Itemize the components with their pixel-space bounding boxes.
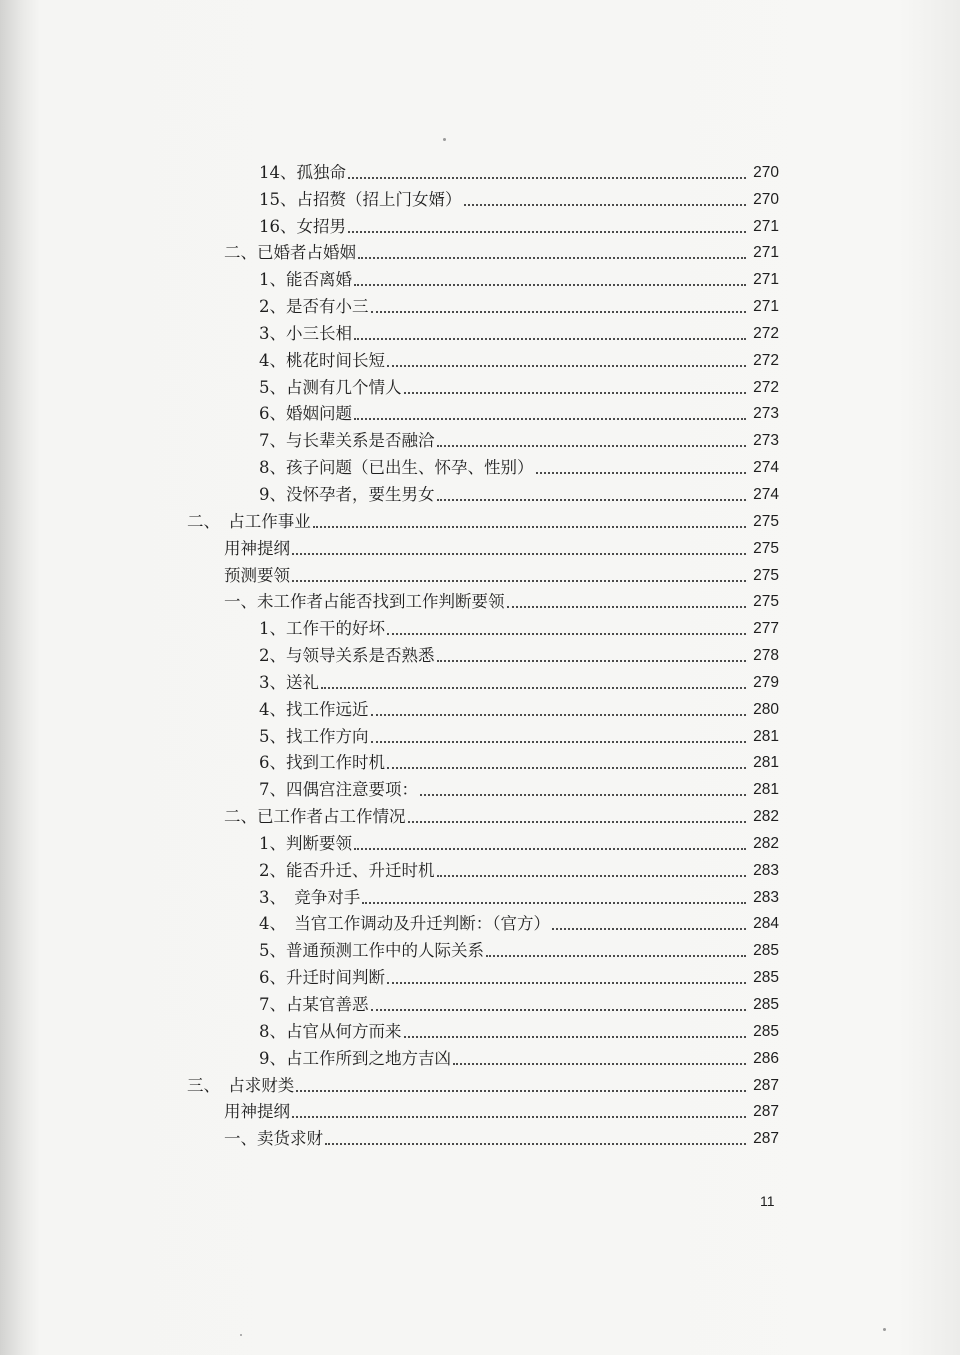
toc-entry-page: 281 (753, 754, 779, 772)
toc-entry-label: 二、已工作者占工作情况 (224, 807, 406, 827)
dot-leader (354, 337, 746, 340)
toc-entry (0, 372, 960, 399)
dot-leader (313, 525, 746, 528)
scan-speck (240, 1334, 242, 1336)
dot-leader (453, 1062, 746, 1065)
toc-entry (0, 1097, 960, 1124)
toc-entry-label: 3、送礼 (259, 672, 319, 692)
toc-entry-page: 275 (753, 512, 779, 530)
toc-entry-label: 16、女招男 (259, 216, 346, 236)
toc-entry (0, 291, 960, 318)
toc-entry-page: 275 (753, 566, 779, 584)
toc-entry-label: 5、普通预测工作中的人际关系 (259, 941, 484, 961)
toc-entry-page: 270 (753, 163, 779, 181)
dot-leader (321, 686, 746, 689)
toc-entry-page: 271 (753, 217, 779, 235)
toc-entry-page: 275 (753, 593, 779, 611)
toc-entry-page: 287 (753, 1130, 779, 1148)
toc-entry (0, 774, 960, 801)
dot-leader (354, 283, 746, 286)
dot-leader (354, 417, 746, 420)
dot-leader (292, 552, 746, 555)
toc-entry (0, 238, 960, 265)
toc-entry (0, 425, 960, 452)
toc-entry (0, 264, 960, 291)
toc-entry (0, 667, 960, 694)
toc-entry-page: 275 (753, 539, 779, 557)
scan-speck (443, 138, 446, 141)
toc-entry-label: 7、四偶宫注意要项： (259, 780, 418, 800)
toc-entry-label: 一、未工作者占能否找到工作判断要领 (224, 592, 505, 612)
toc-section-entry (0, 1070, 960, 1097)
table-of-contents (0, 157, 960, 1150)
toc-entry-page: 274 (753, 459, 779, 477)
toc-entry-label: 4、 当官工作调动及升迁判断：（官方） (259, 914, 550, 934)
toc-entry-page: 273 (753, 405, 779, 423)
toc-entry-page: 281 (753, 781, 779, 799)
dot-leader (437, 659, 747, 662)
toc-entry (0, 1043, 960, 1070)
toc-entry (0, 935, 960, 962)
toc-entry-page: 274 (753, 485, 779, 503)
toc-entry (0, 640, 960, 667)
dot-leader (420, 793, 746, 796)
toc-entry (0, 479, 960, 506)
toc-entry-label: 用神提纲 (224, 1102, 290, 1122)
dot-leader (325, 1142, 746, 1145)
toc-entry-page: 277 (753, 620, 779, 638)
toc-entry-page: 285 (753, 1022, 779, 1040)
toc-entry (0, 345, 960, 372)
toc-entry (0, 855, 960, 882)
toc-entry-label: 2、是否有小三 (259, 297, 369, 317)
toc-entry-label: 7、占某官善恶 (259, 995, 369, 1014)
toc-entry (0, 962, 960, 989)
toc-entry (0, 587, 960, 614)
dot-leader (371, 1008, 747, 1011)
dot-leader (371, 740, 747, 743)
dot-leader (358, 256, 746, 259)
page-number: 11 (760, 1193, 775, 1209)
toc-entry-label: 9、没怀孕者，要生男女 (259, 484, 435, 504)
toc-entry-page: 272 (753, 324, 779, 342)
toc-entry-label: 4、桃花时间长短 (259, 350, 385, 370)
toc-entry-label: 预测要领 (224, 565, 290, 585)
toc-entry-page: 280 (753, 700, 779, 718)
dot-leader (437, 498, 747, 501)
toc-entry-label: 6、找到工作时机 (259, 753, 385, 773)
toc-entry-label: 3、 竞争对手 (259, 887, 361, 907)
dot-leader (387, 981, 746, 984)
toc-entry (0, 909, 960, 936)
toc-entry-page: 285 (753, 942, 779, 960)
toc-entry-label: 一、卖货求财 (224, 1129, 323, 1149)
toc-entry-page: 287 (753, 1076, 779, 1094)
toc-entry-label: 6、升迁时间判断 (259, 968, 385, 988)
dot-leader (387, 632, 746, 635)
toc-entry-page: 271 (753, 271, 779, 289)
toc-entry-label: 8、孩子问题（已出生、怀孕、性别） (259, 458, 534, 478)
toc-entry-label: 二、 占工作事业 (187, 511, 311, 531)
toc-entry-label: 3、小三长相 (259, 323, 352, 343)
dot-leader (507, 605, 747, 608)
toc-entry-label: 14、孤独命 (259, 162, 346, 182)
toc-entry (0, 533, 960, 560)
toc-entry (0, 1016, 960, 1043)
toc-entry-page: 272 (753, 351, 779, 369)
toc-entry (0, 184, 960, 211)
toc-entry (0, 452, 960, 479)
toc-entry-label: 4、找工作远近 (259, 699, 369, 719)
toc-entry-page: 284 (753, 915, 779, 933)
toc-entry (0, 318, 960, 345)
dot-leader (408, 820, 747, 823)
toc-entry-page: 285 (753, 996, 779, 1013)
toc-entry-label: 2、与领导关系是否熟悉 (259, 646, 435, 666)
scan-speck (883, 1328, 886, 1331)
toc-entry-label: 三、 占求财类 (187, 1075, 295, 1095)
toc-entry (0, 211, 960, 238)
toc-entry (0, 721, 960, 748)
toc-entry (0, 694, 960, 721)
dot-leader (292, 1115, 746, 1118)
dot-leader (437, 444, 747, 447)
dot-leader (464, 203, 747, 206)
toc-entry (0, 989, 960, 1016)
toc-entry-label: 6、婚姻问题 (259, 404, 352, 424)
toc-entry-label: 2、能否升迁、升迁时机 (259, 860, 435, 880)
toc-entry (0, 560, 960, 587)
dot-leader (437, 874, 747, 877)
toc-entry-page: 270 (753, 190, 779, 208)
dot-leader (387, 364, 746, 367)
toc-entry (0, 882, 960, 909)
toc-entry-page: 287 (753, 1103, 779, 1121)
toc-entry-page: 271 (753, 244, 779, 262)
dot-leader (552, 927, 746, 930)
dot-leader (292, 579, 746, 582)
dot-leader (536, 471, 747, 474)
toc-entry (0, 828, 960, 855)
dot-leader (404, 1035, 747, 1038)
toc-entry-label: 8、占官从何方而来 (259, 1021, 402, 1041)
toc-entry-label: 1、工作干的好坏 (259, 619, 385, 639)
dot-leader (348, 230, 746, 233)
toc-entry-page: 283 (753, 861, 779, 879)
toc-entry (0, 399, 960, 426)
toc-entry-page: 272 (753, 378, 779, 396)
toc-entry-label: 5、占测有几个情人 (259, 377, 402, 397)
toc-entry (0, 801, 960, 828)
toc-entry-page: 282 (753, 808, 779, 826)
toc-entry-page: 282 (753, 834, 779, 852)
toc-entry-label: 9、占工作所到之地方吉凶 (259, 1048, 451, 1068)
toc-entry-label: 5、找工作方向 (259, 726, 369, 746)
toc-entry (0, 748, 960, 775)
toc-entry-page: 271 (753, 298, 779, 316)
toc-entry-label: 1、判断要领 (259, 833, 352, 853)
dot-leader (348, 176, 746, 179)
toc-entry-page: 286 (753, 1049, 779, 1067)
toc-entry-label: 二、已婚者占婚姻 (224, 243, 356, 263)
toc-entry-page: 283 (753, 888, 779, 906)
toc-entry (0, 613, 960, 640)
dot-leader (296, 1089, 746, 1092)
dot-leader (362, 901, 746, 904)
toc-entry-page: 279 (753, 673, 779, 691)
toc-entry-page: 278 (753, 647, 779, 665)
toc-entry-page: 273 (753, 432, 779, 450)
dot-leader (371, 713, 747, 716)
toc-entry-label: 用神提纲 (224, 538, 290, 558)
toc-entry (0, 1123, 960, 1150)
toc-entry-page: 285 (753, 969, 779, 987)
dot-leader (387, 766, 746, 769)
toc-entry-label: 15、占招赘（招上门女婿） (259, 189, 462, 209)
toc-section-entry (0, 506, 960, 533)
dot-leader (371, 310, 747, 313)
toc-entry-page: 281 (753, 727, 779, 745)
toc-entry-label: 1、能否离婚 (259, 270, 352, 290)
dot-leader (354, 847, 746, 850)
toc-entry (0, 157, 960, 184)
toc-entry-label: 7、与长辈关系是否融洽 (259, 431, 435, 451)
dot-leader (486, 954, 746, 957)
dot-leader (404, 391, 747, 394)
